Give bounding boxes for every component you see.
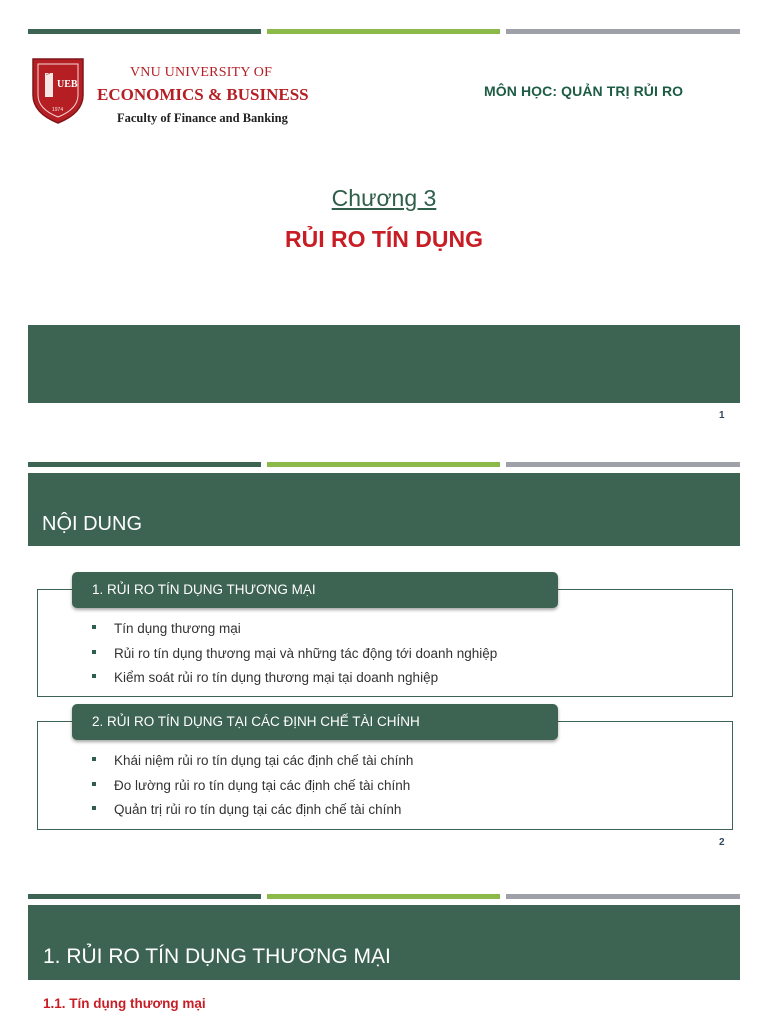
top-stripe-dark xyxy=(28,29,261,34)
section-2-title: 2. RỦI RO TÍN DỤNG TẠI CÁC ĐỊNH CHẾ TÀI CHÍNH xyxy=(72,704,558,740)
slide-title: RỦI RO TÍN DỤNG xyxy=(284,226,484,252)
contents-header-band xyxy=(28,473,740,546)
slide3-stripe-green xyxy=(267,894,500,899)
section-heading: 1. RỦI RO TÍN DỤNG THƯƠNG MẠI xyxy=(43,945,391,968)
bullet-icon xyxy=(92,782,96,786)
page-number-1: 1 xyxy=(719,410,725,421)
section-2-item: Đo lường rủi ro tín dụng tại các định chế tài chính xyxy=(92,778,410,793)
shield-text: UEB xyxy=(57,79,78,90)
title-band xyxy=(28,325,740,403)
bullet-icon xyxy=(92,757,96,761)
top-stripe-gray xyxy=(506,29,740,34)
shield-small-text: VNU xyxy=(46,64,52,75)
section-1-item: Kiểm soát rủi ro tín dụng thương mại tại doanh nghiệp xyxy=(92,670,438,685)
subsection-heading: 1.1. Tín dụng thương mại xyxy=(43,996,206,1011)
logo-line-2: ECONOMICS & BUSINESS xyxy=(97,85,309,104)
section-header-band xyxy=(28,905,740,980)
section-2-item: Khái niệm rủi ro tín dụng tại các định chế tài chính xyxy=(92,753,413,768)
top-stripe-green xyxy=(267,29,500,34)
slide3-stripe-gray xyxy=(506,894,740,899)
section-2-item: Quản trị rủi ro tín dụng tại các định chế tài chính xyxy=(92,802,401,817)
slide3-stripe-dark xyxy=(28,894,261,899)
shield-year: 1974 xyxy=(52,107,64,113)
bullet-icon xyxy=(92,806,96,810)
logo-line-1: VNU UNIVERSITY OF xyxy=(130,65,273,80)
slide2-stripe-green xyxy=(267,462,500,467)
bullet-icon xyxy=(92,674,96,678)
slide2-stripe-gray xyxy=(506,462,740,467)
section-1-item: Tín dụng thương mại xyxy=(92,621,241,636)
slide2-stripe-dark xyxy=(28,462,261,467)
ueb-shield-icon xyxy=(30,55,86,125)
bullet-icon xyxy=(92,650,96,654)
bullet-icon xyxy=(92,625,96,629)
chapter-label: Chương 3 xyxy=(331,185,437,211)
university-logo xyxy=(30,55,310,129)
contents-heading: NỘI DUNG xyxy=(42,513,142,535)
page-number-2: 2 xyxy=(719,837,725,848)
logo-line-3: Faculty of Finance and Banking xyxy=(117,111,288,125)
section-1-title: 1. RỦI RO TÍN DỤNG THƯƠNG MẠI xyxy=(72,572,558,608)
section-1-item: Rủi ro tín dụng thương mại và những tác động tới doanh nghiệp xyxy=(92,646,497,661)
course-name: MÔN HỌC: QUẢN TRỊ RỦI RO xyxy=(484,83,684,99)
